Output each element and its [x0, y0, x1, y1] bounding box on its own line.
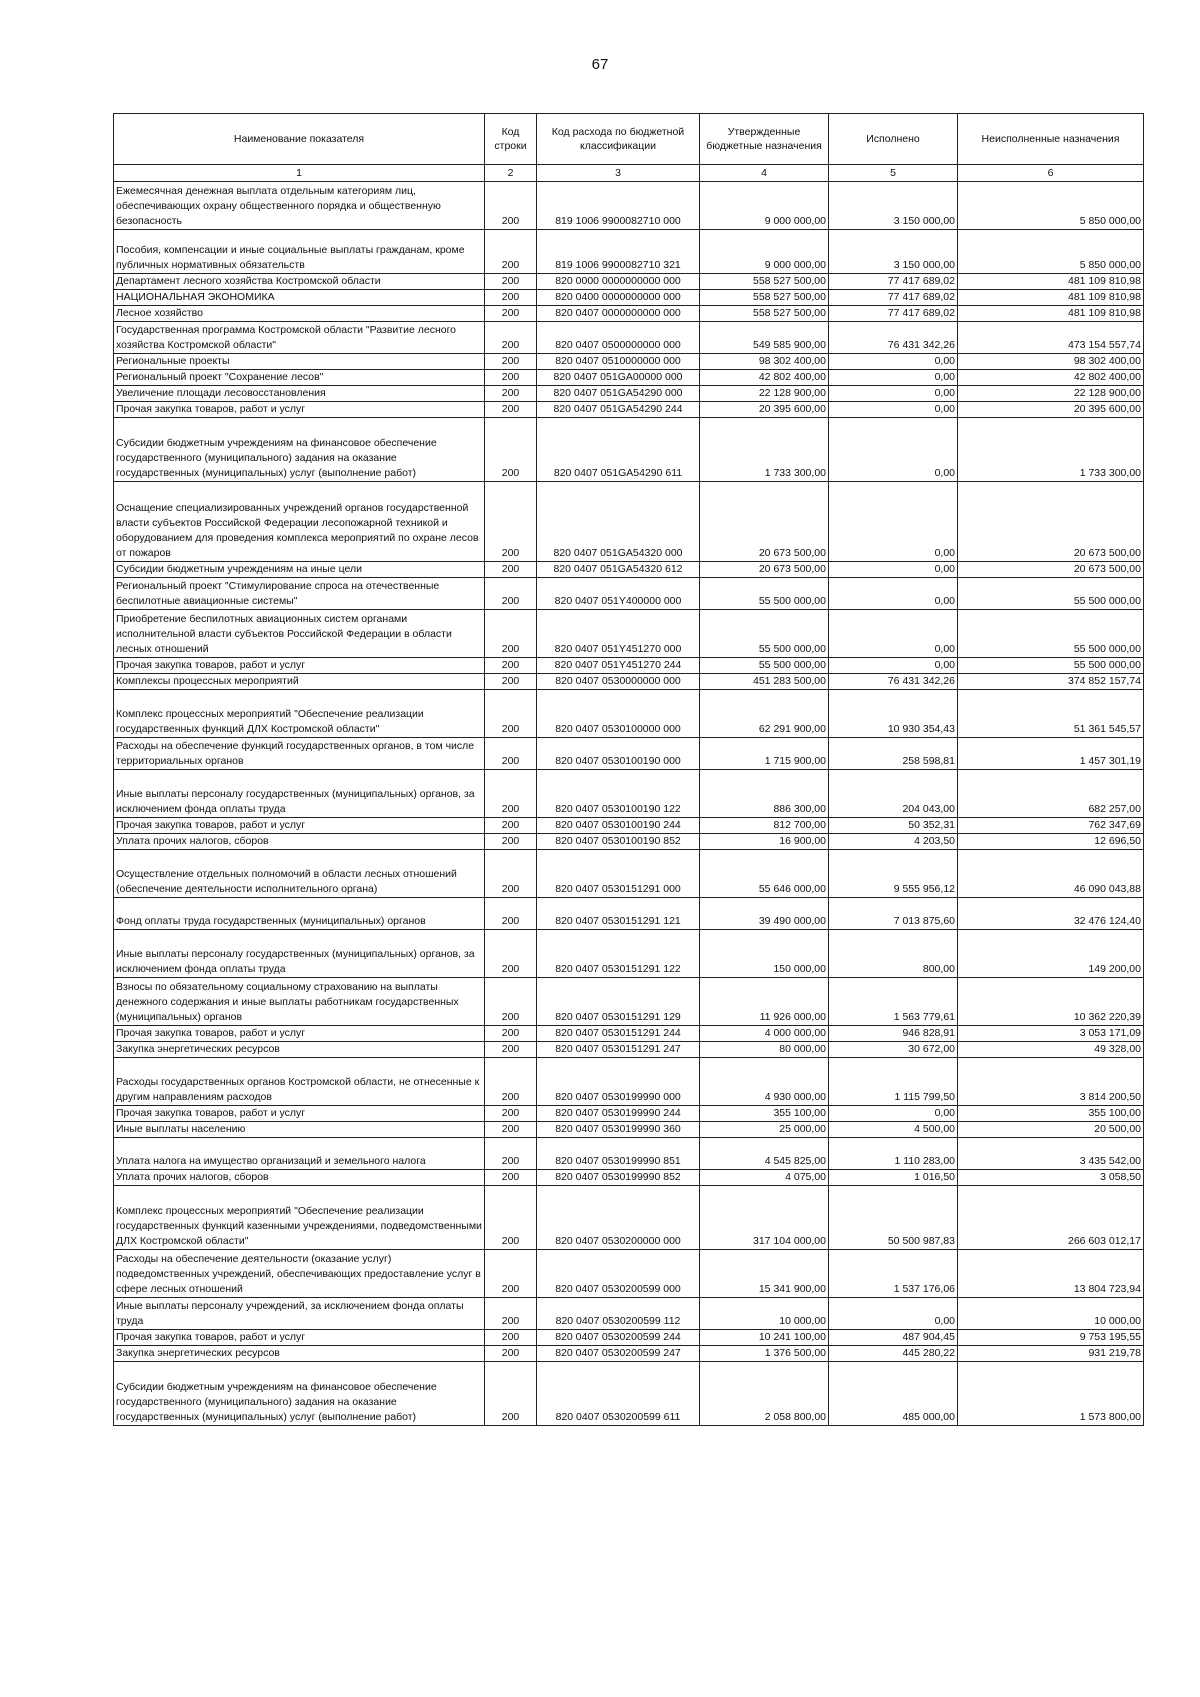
- column-number: 2: [485, 165, 537, 182]
- row-executed-amount: 3 150 000,00: [829, 230, 958, 274]
- row-line-code: 200: [485, 578, 537, 610]
- row-approved-amount: 22 128 900,00: [700, 386, 829, 402]
- page-number: 67: [591, 56, 609, 73]
- table-row: [114, 482, 1144, 562]
- row-line-code: 200: [485, 562, 537, 578]
- row-unexecuted-amount: 55 500 000,00: [958, 610, 1144, 658]
- row-unexecuted-amount: 481 109 810,98: [958, 290, 1144, 306]
- row-line-code: 200: [485, 322, 537, 354]
- table-row: [114, 370, 1144, 386]
- row-classification-code: 820 0407 051GA54290 000: [537, 386, 700, 402]
- row-unexecuted-amount: 3 435 542,00: [958, 1138, 1144, 1170]
- row-approved-amount: 558 527 500,00: [700, 290, 829, 306]
- row-executed-amount: 0,00: [829, 418, 958, 482]
- row-line-code: 200: [485, 1106, 537, 1122]
- table-row: [114, 1186, 1144, 1250]
- row-executed-amount: 485 000,00: [829, 1362, 958, 1426]
- row-line-code: 200: [485, 274, 537, 290]
- row-line-code: 200: [485, 1346, 537, 1362]
- row-classification-code: 820 0407 0530100190 852: [537, 834, 700, 850]
- row-approved-amount: 11 926 000,00: [700, 978, 829, 1026]
- row-classification-code: 820 0407 0530199990 851: [537, 1138, 700, 1170]
- row-classification-code: 820 0407 0530100190 244: [537, 818, 700, 834]
- row-executed-amount: 77 417 689,02: [829, 306, 958, 322]
- row-unexecuted-amount: 20 500,00: [958, 1122, 1144, 1138]
- row-classification-code: 820 0407 051Y451270 244: [537, 658, 700, 674]
- row-unexecuted-amount: 20 673 500,00: [958, 482, 1144, 562]
- table-row: [114, 1058, 1144, 1106]
- row-line-code: 200: [485, 354, 537, 370]
- row-line-code: 200: [485, 898, 537, 930]
- row-executed-amount: 7 013 875,60: [829, 898, 958, 930]
- row-executed-amount: 77 417 689,02: [829, 274, 958, 290]
- row-approved-amount: 80 000,00: [700, 1042, 829, 1058]
- column-number: 5: [829, 165, 958, 182]
- row-name: Комплекс процессных мероприятий "Обеспечение реализации государственных функций казенными учреждениями, подведомственными ДЛХ Костромской области": [114, 1186, 485, 1250]
- row-name: Увеличение площади лесовосстановления: [114, 386, 485, 402]
- row-name: Пособия, компенсации и иные социальные выплаты гражданам, кроме публичных нормативных обязательств: [114, 230, 485, 274]
- row-unexecuted-amount: 51 361 545,57: [958, 690, 1144, 738]
- row-unexecuted-amount: 473 154 557,74: [958, 322, 1144, 354]
- row-approved-amount: 98 302 400,00: [700, 354, 829, 370]
- row-classification-code: 820 0407 051GA54290 611: [537, 418, 700, 482]
- row-classification-code: 819 1006 9900082710 000: [537, 182, 700, 230]
- row-classification-code: 820 0407 0530000000 000: [537, 674, 700, 690]
- row-line-code: 200: [485, 1122, 537, 1138]
- row-unexecuted-amount: 266 603 012,17: [958, 1186, 1144, 1250]
- row-approved-amount: 39 490 000,00: [700, 898, 829, 930]
- row-name: Прочая закупка товаров, работ и услуг: [114, 818, 485, 834]
- row-name: Уплата налога на имущество организаций и земельного налога: [114, 1138, 485, 1170]
- row-approved-amount: 42 802 400,00: [700, 370, 829, 386]
- row-classification-code: 820 0407 0000000000 000: [537, 306, 700, 322]
- row-unexecuted-amount: 5 850 000,00: [958, 182, 1144, 230]
- row-classification-code: 820 0407 0530200599 244: [537, 1330, 700, 1346]
- table-row: [114, 230, 1144, 274]
- row-classification-code: 819 1006 9900082710 321: [537, 230, 700, 274]
- row-unexecuted-amount: 1 733 300,00: [958, 418, 1144, 482]
- row-approved-amount: 451 283 500,00: [700, 674, 829, 690]
- row-executed-amount: 3 150 000,00: [829, 182, 958, 230]
- row-name: Приобретение беспилотных авиационных систем органами исполнительной власти субъектов Российской Федерации в области лесных отношений: [114, 610, 485, 658]
- table-row: [114, 770, 1144, 818]
- budget-execution-table: [113, 113, 1144, 1426]
- row-name: Региональный проект "Стимулирование спроса на отечественные беспилотные авиационные системы": [114, 578, 485, 610]
- row-line-code: 200: [485, 1250, 537, 1298]
- table-row: [114, 610, 1144, 658]
- row-executed-amount: 0,00: [829, 610, 958, 658]
- row-executed-amount: 30 672,00: [829, 1042, 958, 1058]
- row-name: Субсидии бюджетным учреждениям на иные цели: [114, 562, 485, 578]
- row-line-code: 200: [485, 306, 537, 322]
- row-unexecuted-amount: 42 802 400,00: [958, 370, 1144, 386]
- row-unexecuted-amount: 20 673 500,00: [958, 562, 1144, 578]
- table-row: [114, 1170, 1144, 1186]
- row-name: Расходы государственных органов Костромской области, не отнесенные к другим направлениям расходов: [114, 1058, 485, 1106]
- row-name: Лесное хозяйство: [114, 306, 485, 322]
- row-line-code: 200: [485, 818, 537, 834]
- row-approved-amount: 4 000 000,00: [700, 1026, 829, 1042]
- row-approved-amount: 812 700,00: [700, 818, 829, 834]
- row-classification-code: 820 0407 0530200599 247: [537, 1346, 700, 1362]
- row-name: Иные выплаты персоналу учреждений, за исключением фонда оплаты труда: [114, 1298, 485, 1330]
- table-row: [114, 182, 1144, 230]
- row-classification-code: 820 0407 0530200599 112: [537, 1298, 700, 1330]
- row-approved-amount: 20 395 600,00: [700, 402, 829, 418]
- header-budget-classification: Код расхода по бюджетной классификации: [537, 114, 700, 165]
- row-classification-code: 820 0407 051GA54320 612: [537, 562, 700, 578]
- row-line-code: 200: [485, 658, 537, 674]
- table-row: [114, 306, 1144, 322]
- row-unexecuted-amount: 3 058,50: [958, 1170, 1144, 1186]
- row-unexecuted-amount: 46 090 043,88: [958, 850, 1144, 898]
- table-row: [114, 1026, 1144, 1042]
- row-name: Субсидии бюджетным учреждениям на финансовое обеспечение государственного (муниципального) задания на оказание государственных (муниципальных) услуг (выполнение работ): [114, 418, 485, 482]
- row-executed-amount: 4 500,00: [829, 1122, 958, 1138]
- row-unexecuted-amount: 481 109 810,98: [958, 274, 1144, 290]
- row-classification-code: 820 0407 0530199990 360: [537, 1122, 700, 1138]
- row-name: Прочая закупка товаров, работ и услуг: [114, 402, 485, 418]
- row-name: Прочая закупка товаров, работ и услуг: [114, 1106, 485, 1122]
- row-executed-amount: 258 598,81: [829, 738, 958, 770]
- row-line-code: 200: [485, 1042, 537, 1058]
- row-line-code: 200: [485, 230, 537, 274]
- row-unexecuted-amount: 3 814 200,50: [958, 1058, 1144, 1106]
- table-row: [114, 578, 1144, 610]
- row-line-code: 200: [485, 690, 537, 738]
- row-approved-amount: 62 291 900,00: [700, 690, 829, 738]
- table-row: [114, 1250, 1144, 1298]
- row-classification-code: 820 0407 0510000000 000: [537, 354, 700, 370]
- row-executed-amount: 0,00: [829, 658, 958, 674]
- row-name: Уплата прочих налогов, сборов: [114, 1170, 485, 1186]
- row-line-code: 200: [485, 834, 537, 850]
- row-classification-code: 820 0407 0530200599 000: [537, 1250, 700, 1298]
- row-name: НАЦИОНАЛЬНАЯ ЭКОНОМИКА: [114, 290, 485, 306]
- row-classification-code: 820 0407 0530199990 852: [537, 1170, 700, 1186]
- row-approved-amount: 9 000 000,00: [700, 182, 829, 230]
- row-classification-code: 820 0407 0530199990 000: [537, 1058, 700, 1106]
- table-row: [114, 290, 1144, 306]
- row-name: Закупка энергетических ресурсов: [114, 1042, 485, 1058]
- table-row: [114, 1122, 1144, 1138]
- row-name: Ежемесячная денежная выплата отдельным категориям лиц, обеспечивающих охрану общественного порядка и общественную безопасность: [114, 182, 485, 230]
- header-indicator-name: Наименование показателя: [114, 114, 485, 165]
- row-line-code: 200: [485, 1058, 537, 1106]
- row-name: Иные выплаты персоналу государственных (муниципальных) органов, за исключением фонда оплаты труда: [114, 770, 485, 818]
- header-line-code: Код строки: [485, 114, 537, 165]
- row-line-code: 200: [485, 930, 537, 978]
- row-classification-code: 820 0407 0530151291 247: [537, 1042, 700, 1058]
- table-row: [114, 690, 1144, 738]
- row-name: Региональные проекты: [114, 354, 485, 370]
- row-classification-code: 820 0407 0530151291 122: [537, 930, 700, 978]
- row-executed-amount: 1 110 283,00: [829, 1138, 958, 1170]
- row-approved-amount: 558 527 500,00: [700, 306, 829, 322]
- table-row: [114, 354, 1144, 370]
- row-approved-amount: 1 715 900,00: [700, 738, 829, 770]
- table-row: [114, 930, 1144, 978]
- row-line-code: 200: [485, 738, 537, 770]
- row-executed-amount: 50 352,31: [829, 818, 958, 834]
- row-line-code: 200: [485, 386, 537, 402]
- row-classification-code: 820 0407 051GA00000 000: [537, 370, 700, 386]
- row-name: Фонд оплаты труда государственных (муниципальных) органов: [114, 898, 485, 930]
- row-classification-code: 820 0407 0530200000 000: [537, 1186, 700, 1250]
- row-name: Комплекс процессных мероприятий "Обеспечение реализации государственных функций ДЛХ Костромской области": [114, 690, 485, 738]
- row-name: Взносы по обязательному социальному страхованию на выплаты денежного содержания и иные выплаты работникам государственных (муниципальных) органов: [114, 978, 485, 1026]
- row-line-code: 200: [485, 370, 537, 386]
- row-name: Прочая закупка товаров, работ и услуг: [114, 1330, 485, 1346]
- row-executed-amount: 0,00: [829, 370, 958, 386]
- row-executed-amount: 0,00: [829, 482, 958, 562]
- row-executed-amount: 0,00: [829, 402, 958, 418]
- row-unexecuted-amount: 22 128 900,00: [958, 386, 1144, 402]
- row-classification-code: 820 0400 0000000000 000: [537, 290, 700, 306]
- row-name: Прочая закупка товаров, работ и услуг: [114, 1026, 485, 1042]
- row-unexecuted-amount: 3 053 171,09: [958, 1026, 1144, 1042]
- row-unexecuted-amount: 10 362 220,39: [958, 978, 1144, 1026]
- row-classification-code: 820 0407 0500000000 000: [537, 322, 700, 354]
- row-approved-amount: 558 527 500,00: [700, 274, 829, 290]
- table-row: [114, 1330, 1144, 1346]
- row-unexecuted-amount: 32 476 124,40: [958, 898, 1144, 930]
- row-unexecuted-amount: 55 500 000,00: [958, 578, 1144, 610]
- row-unexecuted-amount: 355 100,00: [958, 1106, 1144, 1122]
- table-row: [114, 658, 1144, 674]
- row-approved-amount: 20 673 500,00: [700, 482, 829, 562]
- table-row: [114, 738, 1144, 770]
- row-line-code: 200: [485, 1186, 537, 1250]
- row-unexecuted-amount: 931 219,78: [958, 1346, 1144, 1362]
- row-name: Региональный проект "Сохранение лесов": [114, 370, 485, 386]
- row-classification-code: 820 0407 0530151291 244: [537, 1026, 700, 1042]
- row-name: Расходы на обеспечение деятельности (оказание услуг) подведомственных учреждений, обеспечивающих предоставление услуг в сфере лесных отношений: [114, 1250, 485, 1298]
- row-executed-amount: 1 537 176,06: [829, 1250, 958, 1298]
- row-executed-amount: 0,00: [829, 386, 958, 402]
- row-approved-amount: 355 100,00: [700, 1106, 829, 1122]
- row-executed-amount: 0,00: [829, 1298, 958, 1330]
- row-name: Департамент лесного хозяйства Костромской области: [114, 274, 485, 290]
- row-executed-amount: 487 904,45: [829, 1330, 958, 1346]
- row-line-code: 200: [485, 402, 537, 418]
- table-row: [114, 818, 1144, 834]
- table-row: [114, 674, 1144, 690]
- row-executed-amount: 0,00: [829, 1106, 958, 1122]
- row-unexecuted-amount: 98 302 400,00: [958, 354, 1144, 370]
- row-executed-amount: 0,00: [829, 354, 958, 370]
- row-line-code: 200: [485, 850, 537, 898]
- row-executed-amount: 0,00: [829, 562, 958, 578]
- row-classification-code: 820 0407 051Y400000 000: [537, 578, 700, 610]
- row-approved-amount: 4 930 000,00: [700, 1058, 829, 1106]
- table-header-row: [114, 114, 1144, 165]
- row-classification-code: 820 0407 0530100190 122: [537, 770, 700, 818]
- row-line-code: 200: [485, 1298, 537, 1330]
- row-approved-amount: 2 058 800,00: [700, 1362, 829, 1426]
- row-name: Прочая закупка товаров, работ и услуг: [114, 658, 485, 674]
- row-executed-amount: 946 828,91: [829, 1026, 958, 1042]
- row-approved-amount: 9 000 000,00: [700, 230, 829, 274]
- header-executed: Исполнено: [829, 114, 958, 165]
- row-unexecuted-amount: 55 500 000,00: [958, 658, 1144, 674]
- table-row: [114, 1362, 1144, 1426]
- row-name: Осуществление отдельных полномочий в области лесных отношений (обеспечение деятельности исполнительного органа): [114, 850, 485, 898]
- row-executed-amount: 445 280,22: [829, 1346, 958, 1362]
- row-executed-amount: 50 500 987,83: [829, 1186, 958, 1250]
- row-classification-code: 820 0407 051GA54320 000: [537, 482, 700, 562]
- row-classification-code: 820 0407 051Y451270 000: [537, 610, 700, 658]
- row-approved-amount: 150 000,00: [700, 930, 829, 978]
- row-unexecuted-amount: 9 753 195,55: [958, 1330, 1144, 1346]
- row-approved-amount: 4 545 825,00: [700, 1138, 829, 1170]
- row-line-code: 200: [485, 770, 537, 818]
- row-approved-amount: 10 241 100,00: [700, 1330, 829, 1346]
- row-approved-amount: 4 075,00: [700, 1170, 829, 1186]
- row-line-code: 200: [485, 182, 537, 230]
- row-classification-code: 820 0407 0530100190 000: [537, 738, 700, 770]
- table-row: [114, 418, 1144, 482]
- row-classification-code: 820 0407 0530151291 129: [537, 978, 700, 1026]
- row-name: Иные выплаты населению: [114, 1122, 485, 1138]
- row-approved-amount: 1 733 300,00: [700, 418, 829, 482]
- row-classification-code: 820 0407 051GA54290 244: [537, 402, 700, 418]
- row-unexecuted-amount: 682 257,00: [958, 770, 1144, 818]
- row-unexecuted-amount: 13 804 723,94: [958, 1250, 1144, 1298]
- row-line-code: 200: [485, 1362, 537, 1426]
- row-unexecuted-amount: 1 457 301,19: [958, 738, 1144, 770]
- row-executed-amount: 800,00: [829, 930, 958, 978]
- row-line-code: 200: [485, 482, 537, 562]
- row-name: Комплексы процессных мероприятий: [114, 674, 485, 690]
- table-row: [114, 1138, 1144, 1170]
- row-approved-amount: 549 585 900,00: [700, 322, 829, 354]
- table-row: [114, 1106, 1144, 1122]
- header-approved: Утвержденные бюджетные назначения: [700, 114, 829, 165]
- row-line-code: 200: [485, 610, 537, 658]
- row-executed-amount: 76 431 342,26: [829, 322, 958, 354]
- table-row: [114, 322, 1144, 354]
- row-executed-amount: 4 203,50: [829, 834, 958, 850]
- row-executed-amount: 9 555 956,12: [829, 850, 958, 898]
- row-line-code: 200: [485, 1138, 537, 1170]
- row-classification-code: 820 0407 0530151291 121: [537, 898, 700, 930]
- row-approved-amount: 317 104 000,00: [700, 1186, 829, 1250]
- column-number: 6: [958, 165, 1144, 182]
- row-line-code: 200: [485, 290, 537, 306]
- row-executed-amount: 204 043,00: [829, 770, 958, 818]
- row-line-code: 200: [485, 418, 537, 482]
- row-executed-amount: 10 930 354,43: [829, 690, 958, 738]
- row-unexecuted-amount: 12 696,50: [958, 834, 1144, 850]
- header-unexecuted: Неисполненные назначения: [958, 114, 1144, 165]
- row-approved-amount: 1 376 500,00: [700, 1346, 829, 1362]
- row-unexecuted-amount: 10 000,00: [958, 1298, 1144, 1330]
- column-number: 3: [537, 165, 700, 182]
- row-unexecuted-amount: 49 328,00: [958, 1042, 1144, 1058]
- table-row: [114, 898, 1144, 930]
- row-unexecuted-amount: 762 347,69: [958, 818, 1144, 834]
- row-name: Расходы на обеспечение функций государственных органов, в том числе территориальных органов: [114, 738, 485, 770]
- row-classification-code: 820 0407 0530100000 000: [537, 690, 700, 738]
- row-approved-amount: 55 500 000,00: [700, 658, 829, 674]
- row-approved-amount: 55 500 000,00: [700, 578, 829, 610]
- row-name: Закупка энергетических ресурсов: [114, 1346, 485, 1362]
- table-row: [114, 274, 1144, 290]
- table-row: [114, 562, 1144, 578]
- row-line-code: 200: [485, 978, 537, 1026]
- row-executed-amount: 76 431 342,26: [829, 674, 958, 690]
- table-row: [114, 1298, 1144, 1330]
- column-number: 1: [114, 165, 485, 182]
- row-line-code: 200: [485, 674, 537, 690]
- row-approved-amount: 15 341 900,00: [700, 1250, 829, 1298]
- column-number: 4: [700, 165, 829, 182]
- row-executed-amount: 1 115 799,50: [829, 1058, 958, 1106]
- table-row: [114, 978, 1144, 1026]
- table-row: [114, 850, 1144, 898]
- row-executed-amount: 0,00: [829, 578, 958, 610]
- table-row: [114, 1042, 1144, 1058]
- row-unexecuted-amount: 149 200,00: [958, 930, 1144, 978]
- row-name: Субсидии бюджетным учреждениям на финансовое обеспечение государственного (муниципального) задания на оказание государственных (муниципальных) услуг (выполнение работ): [114, 1362, 485, 1426]
- table-body: [114, 182, 1144, 1426]
- row-approved-amount: 16 900,00: [700, 834, 829, 850]
- table-row: [114, 834, 1144, 850]
- row-approved-amount: 55 500 000,00: [700, 610, 829, 658]
- row-unexecuted-amount: 1 573 800,00: [958, 1362, 1144, 1426]
- row-approved-amount: 20 673 500,00: [700, 562, 829, 578]
- row-approved-amount: 25 000,00: [700, 1122, 829, 1138]
- row-line-code: 200: [485, 1330, 537, 1346]
- row-line-code: 200: [485, 1026, 537, 1042]
- row-classification-code: 820 0000 0000000000 000: [537, 274, 700, 290]
- table-row: [114, 386, 1144, 402]
- row-classification-code: 820 0407 0530200599 611: [537, 1362, 700, 1426]
- column-numbers-row: [114, 165, 1144, 182]
- row-unexecuted-amount: 5 850 000,00: [958, 230, 1144, 274]
- row-executed-amount: 1 016,50: [829, 1170, 958, 1186]
- row-unexecuted-amount: 481 109 810,98: [958, 306, 1144, 322]
- row-name: Оснащение специализированных учреждений органов государственной власти субъектов Российской Федерации лесопожарной техникой и оборудованием для проведения комплекса мероприятий по охране лесов от пожаров: [114, 482, 485, 562]
- table-row: [114, 402, 1144, 418]
- row-approved-amount: 886 300,00: [700, 770, 829, 818]
- table-row: [114, 1346, 1144, 1362]
- row-executed-amount: 77 417 689,02: [829, 290, 958, 306]
- row-name: Иные выплаты персоналу государственных (муниципальных) органов, за исключением фонда оплаты труда: [114, 930, 485, 978]
- row-classification-code: 820 0407 0530199990 244: [537, 1106, 700, 1122]
- row-approved-amount: 10 000,00: [700, 1298, 829, 1330]
- row-unexecuted-amount: 20 395 600,00: [958, 402, 1144, 418]
- row-unexecuted-amount: 374 852 157,74: [958, 674, 1144, 690]
- row-name: Уплата прочих налогов, сборов: [114, 834, 485, 850]
- row-executed-amount: 1 563 779,61: [829, 978, 958, 1026]
- row-name: Государственная программа Костромской области "Развитие лесного хозяйства Костромской области": [114, 322, 485, 354]
- row-line-code: 200: [485, 1170, 537, 1186]
- row-classification-code: 820 0407 0530151291 000: [537, 850, 700, 898]
- row-approved-amount: 55 646 000,00: [700, 850, 829, 898]
